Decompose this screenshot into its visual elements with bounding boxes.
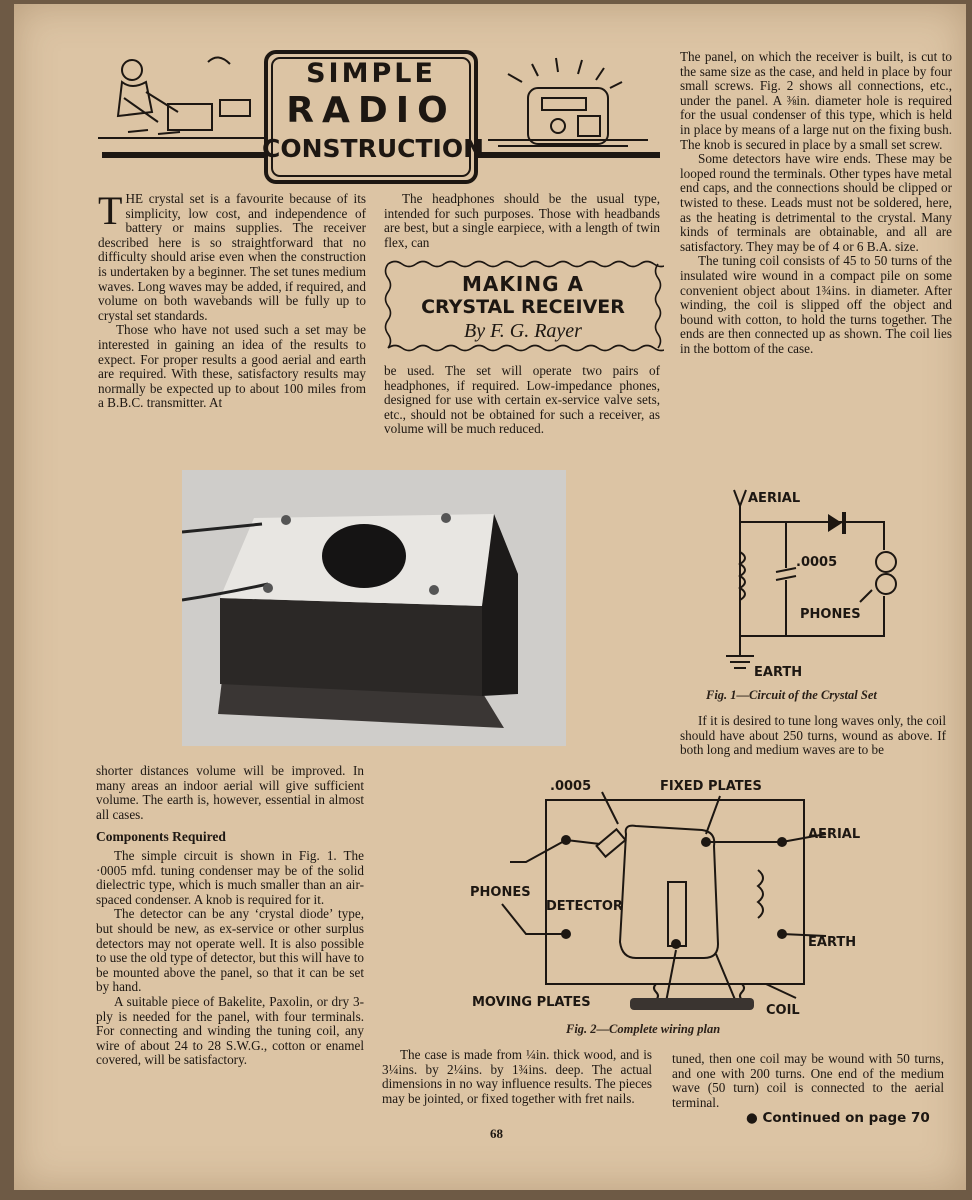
paragraph: The tuning coil consists of 45 to 50 turns of the insulated wire wound in a compact pile on some convenient object about 1¾ins. in diameter. After winding, the coil is slipped off the object and bound with cotton, to hold the turns together. The ends are then connected up as shown. The coil lies in the bottom of the case.: [680, 253, 952, 356]
column-3-top: [680, 50, 952, 356]
drop-cap: T: [98, 188, 123, 233]
continued-note: ● Continued on page 70: [746, 1110, 930, 1126]
paragraph: The simple circuit is shown in Fig. 1. The ·0005 mfd. tuning condenser may be of the solid dielectric type, which is much smaller than an air-spaced condenser. A knob is required for it.: [96, 847, 364, 907]
paragraph: shorter distances volume will be improved. In many areas an indoor aerial will give sufficient volume. The earth is, however, essential in almost all cases.: [96, 763, 364, 822]
title-making-a: MAKING A: [462, 272, 584, 296]
paragraph: Those who have not used such a set may be interested in gaining an idea of the results to expect. For proper results a good aerial and earth are required. With these, satisfactory results may normally be expected up to about 100 miles from a B.B.C. transmitter. At: [98, 322, 366, 411]
paragraph: Some detectors have wire ends. These may be looped round the terminals. Other types have metal end caps, and the connections should be clipped or twisted to these. Leads must not be soldered, here, as the heating is detrimental to the crystal. Many kinds of terminals are obtainable, and all are satisfactory. They may be of 4 or 6 B.A. size.: [680, 151, 952, 254]
fig2-wiring-diagram: [466, 774, 866, 1022]
paragraph: If it is desired to tune long waves only, the coil should have about 250 turns, wound as above. If both long and medium waves are to be: [680, 713, 946, 758]
fig2-capacitor-value: .0005: [550, 779, 592, 794]
column-3-bottom: [672, 1052, 944, 1110]
column-3-middle: [680, 714, 946, 758]
title-line-simple: SIMPLE: [306, 58, 436, 89]
paragraph: The case is made from ¼in. thick wood, and is 3¼ins. by 2¼ins. by 1¾ins. deep. The actual dimensions in no way influence results. The pieces may be jointed, or fixed together with fret nails.: [382, 1047, 652, 1106]
paragraph: be used. The set will operate two pairs of headphones, if required. Low-impedance phones, designed for use with certain ex-service valve sets, etc., should not be obtained for such a receiver, as volume will be much reduced.: [384, 363, 660, 437]
paragraph: tuned, then one coil may be wound with 50 turns, and one with 200 turns. One end of the medium wave (50 turn) coil is connected to the aerial terminal.: [672, 1051, 944, 1110]
section-heading: Components Required: [96, 829, 226, 845]
paragraph: The headphones should be the usual type, intended for such purposes. Those with headbands are best, but a single earpiece, with a length of twin flex, can: [384, 191, 660, 250]
workman-illustration: [98, 57, 268, 138]
column-1-bottom: [96, 764, 364, 1068]
title-line-radio: RADIO: [286, 90, 456, 131]
paragraph: The panel, on which the receiver is built, is cut to the same size as the case, and held in place by four small screws. Fig. 2 shows all connections, etc., under the panel. A ⅜in. diameter hole is required for the usual condenser of this type, which is held in place by means of a large nut on the fixing bush. The knob is secured in place by a small set screw.: [680, 49, 952, 152]
fig1-caption: Fig. 1—Circuit of the Crystal Set: [706, 688, 877, 702]
fig1-circuit-diagram: [700, 480, 940, 680]
fig2-phones-label: PHONES: [470, 885, 531, 900]
series-title: [262, 48, 485, 186]
fig1-earth-label: EARTH: [754, 665, 803, 680]
column-1-top: [98, 188, 366, 411]
column-2-top: [384, 192, 660, 250]
fig1-capacitor-value: .0005: [796, 555, 838, 570]
article-title-box: [382, 258, 664, 354]
fig2-coil-label: COIL: [766, 1003, 800, 1018]
fig2-fixed-plates-label: FIXED PLATES: [660, 779, 762, 794]
paragraph: A suitable piece of Bakelite, Paxolin, or dry 3-ply is needed for the panel, with four terminals. For connecting and winding the tuning coil, any wire of about 24 to 28 S.W.G., cotton or enamel covered, will be satisfactory.: [96, 993, 364, 1068]
intro-paragraph: HE crystal set is a favourite because of its simplicity, low cost, and independence of battery or mains supplies. The receiver described here is so straightforward that no difficulty should arise even when the construction is undertaken by a beginner. The set tunes medium waves. Long waves may be added, if required, and volume on both wavebands will be fully up to crystal set standards.: [98, 191, 366, 323]
column-2-continued: [384, 364, 660, 437]
fig2-earth-label: EARTH: [808, 935, 857, 950]
fig1-aerial-label: AERIAL: [748, 491, 801, 506]
fig2-moving-plates-label: MOVING PLATES: [472, 995, 591, 1010]
receiver-photo: [182, 470, 566, 746]
title-line-construction: CONSTRUCTION: [262, 134, 485, 163]
radio-set-illustration: [488, 58, 648, 146]
paragraph: The detector can be any ‘crystal diode’ type, but should be new, as ex-service or other surplus detectors may not operate well. It is also possible to use the old type of detector, but this will have to be mounted above the panel, so that it can be set by hand.: [96, 906, 364, 995]
page-number: 68: [490, 1126, 503, 1141]
author-byline: By F. G. Rayer: [464, 320, 582, 342]
fig2-detector-label: DETECTOR: [546, 899, 623, 914]
fig2-aerial-label: AERIAL: [808, 827, 861, 842]
fig2-caption: Fig. 2—Complete wiring plan: [566, 1022, 721, 1036]
fig1-phones-label: PHONES: [800, 607, 861, 622]
column-2-bottom: [382, 1048, 652, 1106]
title-crystal-receiver: CRYSTAL RECEIVER: [421, 296, 625, 318]
